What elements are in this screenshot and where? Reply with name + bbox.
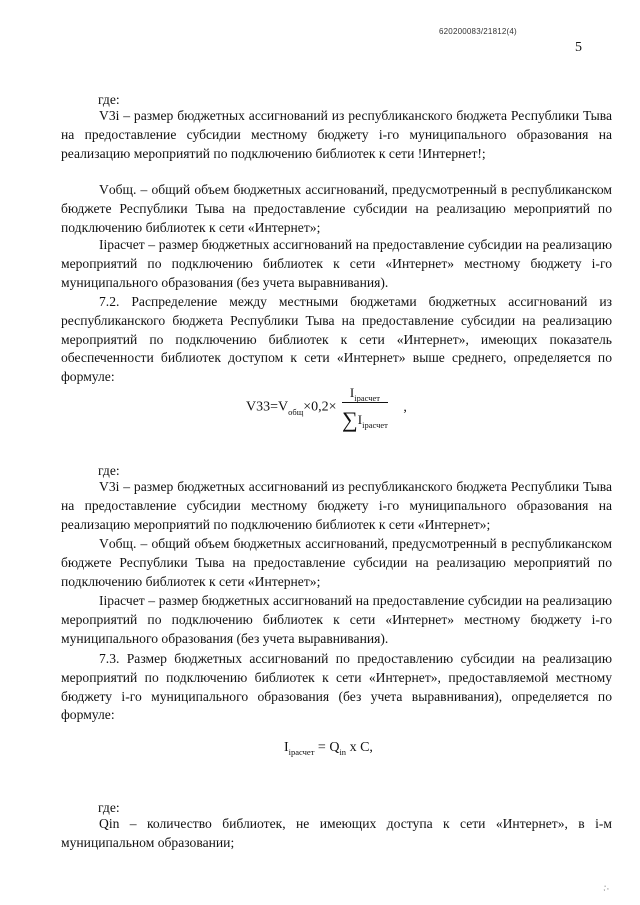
- formula-fraction: [342, 385, 388, 430]
- formula-sub-obsh: общ: [288, 406, 304, 417]
- definition-vobsh-1: Vобщ. – общий объем бюджетных ассигнований, предусмотренный в республиканском бюджете Республики Тыва на предоставление субсидии на реализацию мероприятий по подключению библиотек к сети «Интернет»;: [61, 182, 612, 235]
- definition-v3i-2: V3i – размер бюджетных ассигнований из республиканского бюджета Республики Тыва на предоставление субсидии местному бюджету i-го муниципального образования на реализацию мероприятий по подключению библиотек к сети «Интернет»;: [61, 479, 612, 532]
- formula-trailing-comma: ,: [403, 399, 407, 415]
- definition-v3i-1: V3i – размер бюджетных ассигнований из республиканского бюджета Республики Тыва на предоставление субсидии местному бюджету i-го муниципального образования на реализацию мероприятий по подключению библиотек к сети !Интернет!;: [61, 108, 612, 161]
- section-7-3: 7.3. Размер бюджетных ассигнований по предоставлению субсидии на реализацию мероприятий по подключению библиотек к сети «Интернет», предоставляемой местному бюджету i-го муниципального образования (без учета выравнивания), определяется по формуле:: [61, 651, 612, 723]
- where-label-2: где:: [98, 463, 120, 478]
- definition-vobsh-2: Vобщ. – общий объем бюджетных ассигнований, предусмотренный в республиканском бюджете Республики Тыва на предоставление субсидии на реализацию мероприятий по подключению библиотек к сети «Интернет»;: [61, 536, 612, 589]
- formula-mid: ×0,2×: [303, 399, 337, 415]
- section-7-2: 7.2. Распределение между местными бюджетами бюджетных ассигнований из республиканского бюджета Республики Тыва на предоставление субсидии на реализацию мероприятий по подключению библиотек к сети «Интернет», имеющих показатель обеспеченности библиотек доступом к сети «Интернет» выше среднего, определяется по формуле:: [61, 294, 612, 385]
- sigma-symbol: ∑: [342, 407, 358, 432]
- fraction-denominator: $\sum I_{iрасчет}$: [342, 407, 388, 432]
- where-label-3: где:: [98, 800, 120, 815]
- page-number: 5: [575, 40, 582, 55]
- where-label-1: где:: [98, 92, 120, 107]
- fraction-numerator: $I_{iрасчет}$: [342, 385, 388, 403]
- formula-iiraschet: $I_{iрасчет} = Q_{in}$ x C,: [284, 740, 373, 757]
- scan-mark: ∴: [601, 882, 610, 894]
- definition-iiraschet-1: Iiрасчет – размер бюджетных ассигнований на предоставление субсидии на реализацию мероприятий по подключению библиотек к сети «Интернет» местному бюджету i-го муниципального образования (без учета выравнивания).: [61, 237, 612, 290]
- formula-v33: [246, 385, 407, 430]
- definition-qin: Qin – количество библиотек, не имеющих доступа к сети «Интернет», в i-м муниципальном образовании;: [61, 816, 612, 850]
- formula-lhs: V33=V: [246, 399, 289, 415]
- document-code: 620200083/21812(4): [439, 27, 517, 36]
- definition-iiraschet-2: Iiрасчет – размер бюджетных ассигнований на предоставление субсидии на реализацию мероприятий по подключению библиотек к сети «Интернет» местному бюджету i-го муниципального образования (без учета выравнивания).: [61, 593, 612, 646]
